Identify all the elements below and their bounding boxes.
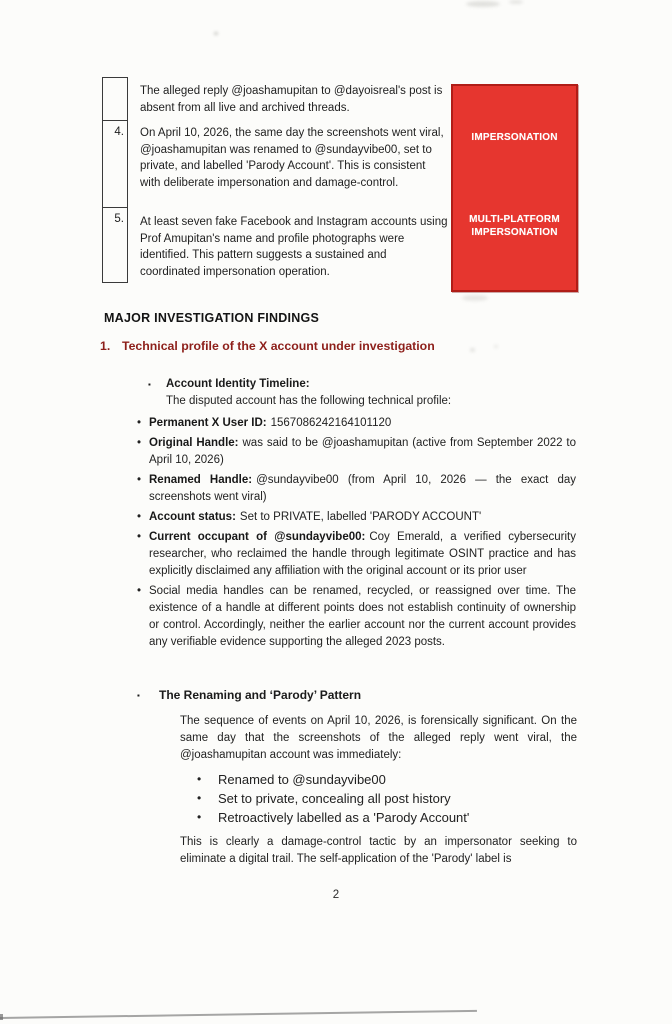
evidence-row-text: The alleged reply @joashamupitan to @dayoisreal's post is absent from all live and archived threads. [140,85,443,114]
evidence-row-number [103,78,127,121]
timeline-intro: The disputed account has the following technical profile: [166,395,452,407]
renaming-sublist [197,770,578,827]
round-bullet-icon: • [197,810,202,824]
list-item [137,435,578,469]
round-bullet-icon: • [137,585,142,597]
list-item [197,770,578,789]
item-label: Original Handle: [149,437,239,449]
list-item [137,415,578,432]
round-bullet-icon: • [137,474,142,486]
item-text: Retroactively labelled as a 'Parody Account' [218,810,470,825]
scan-artifact [466,1,500,7]
evidence-row-number: 4. [103,121,127,208]
renaming-heading-line [137,687,578,704]
list-item [197,808,578,827]
round-bullet-icon: • [137,531,142,543]
list-item [137,583,578,651]
scan-artifact [509,0,523,4]
item-text: Set to PRIVATE, labelled 'PARODY ACCOUNT' [239,511,482,523]
round-bullet-icon: • [137,511,142,523]
tag-label-impersonation: IMPERSONATION [471,132,558,143]
scan-artifact [214,32,218,35]
timeline-heading: Account Identity Timeline: [166,378,310,390]
renaming-pattern-section [137,687,578,868]
impersonation-tag-box [451,84,578,292]
evidence-row-text: At least seven fake Facebook and Instagram accounts using Prof Amupitan's name and profile photographs were identified. This pattern suggests a sustained and coordinated impersonation operation. [140,216,448,278]
item-label: Account status: [149,511,236,523]
section-1-heading [100,339,435,353]
item-label: Renamed Handle: [149,474,253,486]
renaming-heading: The Renaming and ‘Parody’ Pattern [159,688,362,702]
square-bullet-icon: ▪ [137,691,140,700]
scan-artifact [462,295,488,301]
item-text: Renamed to @sundayvibe00 [218,772,386,787]
paper-edge-tick [0,1014,3,1020]
item-label: Permanent X User ID: [149,417,267,429]
timeline-list [137,415,578,651]
page-number: 2 [332,889,340,901]
evidence-table-number-column [102,77,128,283]
item-text: Set to private, concealing all post history [218,791,451,806]
item-text: was said to be @joashamupitan (active from September 2022 to April 10, 2026) [149,437,576,466]
paper-edge-line [0,1010,477,1019]
list-item [137,509,578,526]
renaming-paragraph-1: The sequence of events on April 10, 2026, is forensically significant. On the same day that the screenshots of the alleged reply went viral, the @joashamupitan account was immediately: [180,715,577,761]
round-bullet-icon: • [137,417,142,429]
round-bullet-icon: • [137,437,142,449]
scan-artifact [470,348,475,352]
evidence-row-number: 5. [114,213,124,225]
round-bullet-icon: • [197,772,202,786]
list-item [137,472,578,506]
square-bullet-icon: ▪ [148,380,151,389]
section-title: Technical profile of the X account under investigation [122,339,435,353]
renaming-paragraph-2: This is clearly a damage-control tactic by an impersonator seeking to eliminate a digital trail. The self-application of the 'Parody' label is [180,836,577,865]
item-text: @sundayvibe00 (from April 10, 2026 — the exact day screenshots went viral) [149,474,576,503]
item-label: Current occupant of @sundayvibe00: [149,531,366,543]
account-timeline-section [137,376,578,654]
section-number: 1. [100,339,111,353]
list-item [137,529,578,580]
timeline-heading-line [148,376,578,393]
evidence-row-text: On April 10, 2026, the same day the screenshots went viral, @joashamupitan was renamed to @sundayvibe00, set to private, and labelled 'Parody Account'. This is consistent with deliberate impersonation and damage-control. [140,127,444,189]
tag-label-multi-platform: MULTI-PLATFORM IMPERSONATION [469,214,560,238]
item-text: 1567086242164101120 [270,417,392,429]
item-text: Social media handles can be renamed, recycled, or reassigned over time. The existence of a handle at different points does not establish continuity of ownership or control. Accordingly, neither the earlier account nor the current account provides any verifiable evidence supporting the alleged 2023 posts. [149,585,576,648]
list-item [197,789,578,808]
round-bullet-icon: • [197,791,202,805]
scan-artifact [494,345,498,348]
major-findings-heading: MAJOR INVESTIGATION FINDINGS [104,311,320,325]
item-text: Coy Emerald, a verified cybersecurity researcher, who reclaimed the handle through legitimate OSINT practice and has explicitly disclaimed any affiliation with the original account or its prior user [149,531,576,577]
